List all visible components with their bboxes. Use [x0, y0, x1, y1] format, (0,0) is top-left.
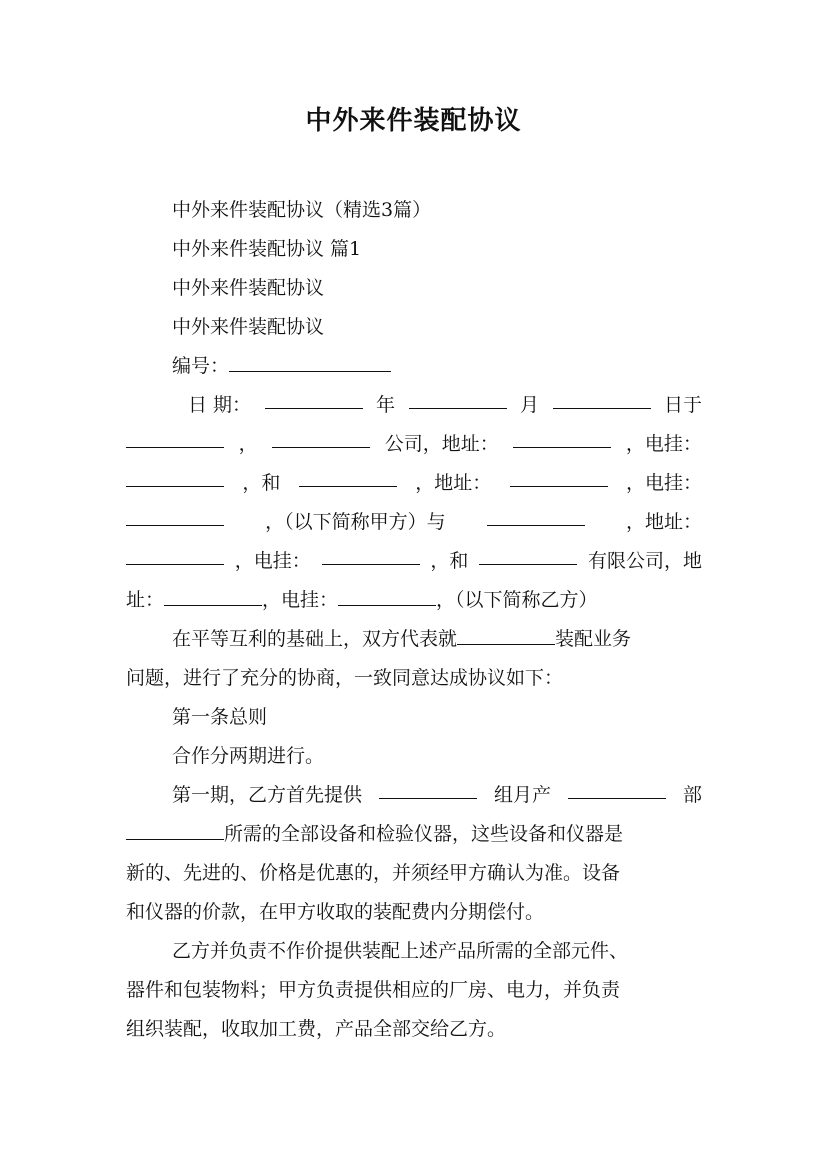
date-line — [126, 386, 702, 425]
blank-field — [409, 386, 507, 409]
number-line — [126, 347, 702, 386]
blank-field — [457, 622, 555, 645]
text-line: 中外来件装配协议（精选3篇） — [172, 199, 432, 221]
blank-field — [229, 349, 391, 372]
blank-field — [299, 464, 397, 487]
blank-field — [553, 386, 651, 409]
party-line — [126, 503, 702, 542]
text-segment: ，电挂： — [625, 433, 702, 455]
blank-field — [568, 776, 666, 799]
blank-field — [487, 503, 585, 526]
text-segment: ，电挂： — [625, 472, 702, 494]
blank-field — [126, 425, 224, 448]
text-segment: 年 — [376, 394, 396, 416]
text-segment: 址： — [126, 589, 165, 611]
text-segment: ，电挂： — [234, 550, 311, 572]
party-line — [126, 581, 702, 620]
text-line: 中外来件装配协议 — [172, 316, 325, 338]
blank-field — [126, 464, 224, 487]
text-line — [126, 815, 702, 854]
date-label: 日 期： — [188, 394, 252, 416]
text-segment: 装配业务 — [555, 628, 632, 650]
text-line — [126, 620, 702, 659]
blank-field — [510, 464, 608, 487]
text-segment: 有限公司，地 — [587, 550, 702, 572]
text-segment: ，地址： — [625, 511, 702, 533]
text-segment: ，和 — [242, 472, 281, 494]
text-line: 组织装配，收取加工费，产品全部交给乙方。 — [126, 1018, 507, 1040]
number-label: 编号： — [172, 355, 230, 377]
blank-field — [479, 542, 577, 565]
text-segment: 组月产 — [493, 784, 551, 806]
section-heading: 第一条总则 — [172, 706, 268, 728]
blank-field — [126, 817, 224, 840]
text-segment: 公司，地址： — [384, 433, 499, 455]
text-line: 问题，进行了充分的协商，一致同意达成协议如下： — [126, 667, 564, 689]
blank-field — [126, 503, 224, 526]
blank-field — [338, 583, 436, 606]
blank-field — [272, 425, 370, 448]
text-segment: 在平等互利的基础上，双方代表就 — [172, 628, 458, 650]
text-segment: ，和 — [430, 550, 469, 572]
text-segment: 日于 — [663, 394, 702, 416]
text-line: 乙方并负责不作价提供装配上述产品所需的全部元件、 — [172, 940, 629, 962]
text-segment: ， — [238, 433, 258, 455]
text-line: 器件和包装物料；甲方负责提供相应的厂房、电力，并负责 — [126, 979, 621, 1001]
text-segment: 月 — [520, 394, 540, 416]
text-segment: 第一期，乙方首先提供 — [172, 784, 363, 806]
text-segment: ，（以下简称乙方） — [436, 589, 598, 611]
text-segment: ，电挂： — [262, 589, 339, 611]
blank-field — [513, 425, 611, 448]
text-line: 中外来件装配协议 篇1 — [172, 238, 362, 260]
text-segment: 所需的全部设备和检验仪器，这些设备和仪器是 — [224, 823, 624, 845]
text-line — [126, 776, 702, 815]
text-segment: ，地址： — [415, 472, 492, 494]
text-line: 合作分两期进行。 — [172, 745, 325, 767]
text-segment: 部 — [682, 784, 702, 806]
blank-field — [265, 386, 363, 409]
text-segment: ，（以下简称甲方）与 — [265, 511, 446, 533]
document-title: 中外来件装配协议 — [305, 106, 522, 136]
text-line: 中外来件装配协议 — [172, 277, 325, 299]
document-body — [126, 191, 702, 1049]
party-line — [126, 464, 702, 503]
blank-field — [379, 776, 477, 799]
blank-field — [126, 542, 224, 565]
party-line — [126, 542, 702, 581]
blank-field — [322, 542, 420, 565]
text-line: 新的、先进的、价格是优惠的，并须经甲方确认为准。设备 — [126, 862, 621, 884]
text-line: 和仪器的价款，在甲方收取的装配费内分期偿付。 — [126, 901, 545, 923]
blank-field — [164, 583, 262, 606]
party-line — [126, 425, 702, 464]
